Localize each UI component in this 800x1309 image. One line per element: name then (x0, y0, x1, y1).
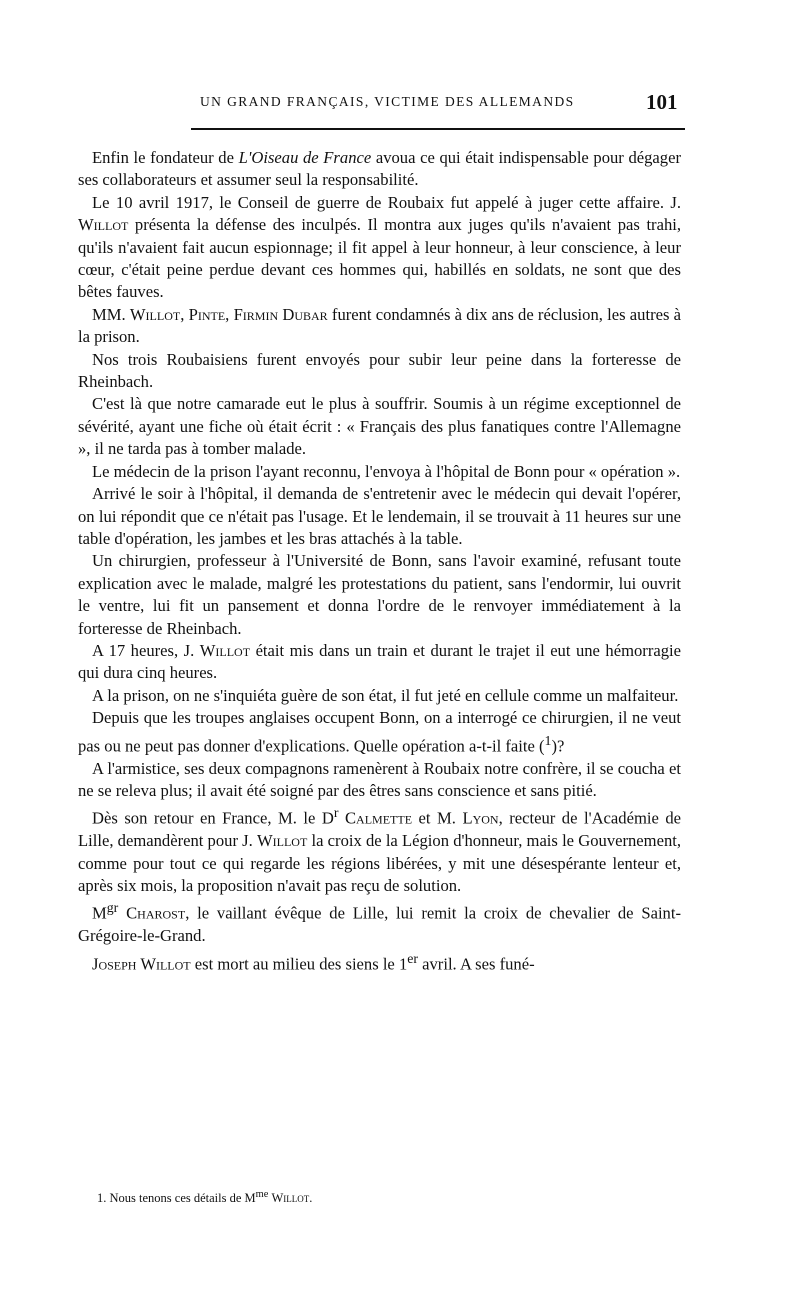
text-run: . (309, 1191, 313, 1206)
small-caps-name: Joseph Willot (92, 954, 191, 974)
footnote-number: 1. (97, 1191, 107, 1206)
paragraph (78, 685, 681, 707)
running-title: UN GRAND FRANÇAIS, VICTIME DES ALLEMANDS (200, 94, 575, 109)
italic-title: L'Oiseau de France (238, 148, 372, 167)
paragraph (78, 393, 681, 460)
text-run: , le vaillant évêque de Lille, lui remit la croix de chevalier de Saint-Grégoire-le-Grand. (78, 904, 681, 946)
text-run: Depuis que les troupes anglaises occupent Bonn, on a interrogé ce chirurgien, il ne veut pas ou ne peut pas donner d'explications. Quelle opération a-t-il faite ( (78, 708, 681, 756)
text-run: , (180, 304, 189, 324)
superscript: r (333, 805, 339, 821)
paragraph (78, 948, 681, 976)
text-run: la croix de la Légion d'honneur, mais le Gouvernement, comme pour tout ce qui regarde les régions libérées, y mit une désespérante lenteur et, après six mois, la proposition n'avait pas reçu de solution. (78, 831, 681, 896)
text-run: Nous tenons ces détails de M (106, 1191, 256, 1206)
footnote (97, 1189, 312, 1206)
footnote-text (106, 1191, 312, 1205)
paragraph (78, 640, 681, 685)
superscript: me (255, 1189, 269, 1200)
small-caps-name: Willot (271, 1191, 310, 1206)
text-run (118, 904, 126, 923)
small-caps-name: Charost (126, 904, 186, 923)
text-run: et M. (412, 808, 463, 828)
paragraph (78, 758, 681, 803)
text-run: avril. A ses funé- (418, 954, 535, 974)
superscript: gr (106, 900, 119, 916)
small-caps-name: Firmin Dubar (233, 304, 328, 324)
small-caps-name: Willot (256, 831, 308, 851)
text-run: M (92, 904, 107, 923)
paragraph (78, 349, 681, 394)
text-run: MM. (92, 304, 130, 324)
small-caps-name: Lyon (462, 808, 499, 828)
superscript: er (407, 950, 418, 966)
text-run: )? (551, 736, 565, 756)
text-run: Nos trois Roubaisiens furent envoyés pour subir leur peine dans la forteresse de Rheinbach. (78, 349, 681, 392)
paragraph (78, 550, 681, 640)
text-run: est mort au milieu des siens le 1 (190, 954, 408, 974)
header-rule (191, 128, 685, 130)
text-run: A 17 heures, J. (92, 640, 200, 660)
paragraph (78, 483, 681, 550)
small-caps-name: Willot (199, 640, 251, 660)
text-run: Un chirurgien, professeur à l'Université de Bonn, sans l'avoir examiné, refusant toute explication avec le malade, malgré les protestations du patient, sans l'endormir, lui ouvrit le ventre, lui fit un pansement et donna l'ordre de le renvoyer immédiatement à la forteresse de Rheinbach. (78, 551, 681, 638)
text-run: Le 10 avril 1917, le Conseil de guerre de Roubaix fut appelé à juger cette affaire. J. (92, 192, 681, 212)
body-text (78, 147, 681, 976)
paragraph (78, 707, 681, 757)
paragraph (78, 147, 681, 192)
paragraph (78, 802, 681, 897)
text-run: Arrivé le soir à l'hôpital, il demanda de s'entretenir avec le médecin qui devait l'opérer, on lui répondit que ce n'était pas l'usage. Et le lendemain, il se trouvait à 11 heures sur une table d'opération, les jambes et les bras attachés à la table. (78, 484, 681, 548)
paragraph (78, 897, 681, 947)
text-run: présenta la défense des inculpés. Il montra aux juges qu'ils n'avaient pas trahi, qu'ils n'avaient fait aucun espionnage; il fit appel à leur honneur, à leur conscience, à leur cœur, c'était peine perdue devant ces hommes qui, habillés en soldats, ne sont que des bêtes fauves. (78, 215, 681, 302)
small-caps-name: Willot (78, 215, 129, 235)
small-caps-name: Willot (129, 304, 181, 324)
small-caps-name: Pinte (188, 304, 226, 324)
small-caps-name: Calmette (344, 808, 413, 828)
page-number: 101 (646, 90, 678, 114)
text-run: A la prison, on ne s'inquiéta guère de son état, il fut jeté en cellule comme un malfaiteur. (92, 685, 679, 705)
text-run: Le médecin de la prison l'ayant reconnu, l'envoya à l'hôpital de Bonn pour « opération ». (92, 461, 681, 481)
paragraph (78, 304, 681, 349)
text-run: était mis dans un train et durant le trajet il eut une hémorragie qui dura cinq heures. (78, 640, 681, 683)
text-run: avoua ce qui était indispensable pour dégager ses collaborateurs et assumer seul la responsabilité. (78, 148, 681, 190)
paragraph (78, 461, 681, 483)
text-run: , (225, 304, 234, 324)
text-run: C'est là que notre camarade eut le plus à souffrir. Soumis à un régime exceptionnel de sévérité, ayant une fiche où était écrit : « Français des plus fanatiques contre l'Allemagne », il ne tarda pas à tomber malade. (78, 394, 681, 459)
text-run: , recteur de l'Académie de Lille, demandèrent pour J. (78, 808, 682, 851)
text-run: furent condamnés à dix ans de réclusion, les autres à la prison. (78, 304, 682, 347)
superscript: 1 (544, 732, 552, 748)
text-run: Dès son retour en France, M. le D (92, 808, 334, 828)
text-run: A l'armistice, ses deux compagnons ramenèrent à Roubaix notre confrère, il se coucha et ne se releva plus; il avait été soigné par des êtres sans conscience et sans pitié. (78, 758, 681, 800)
text-run: Enfin le fondateur de (92, 148, 239, 167)
paragraph (78, 192, 681, 304)
